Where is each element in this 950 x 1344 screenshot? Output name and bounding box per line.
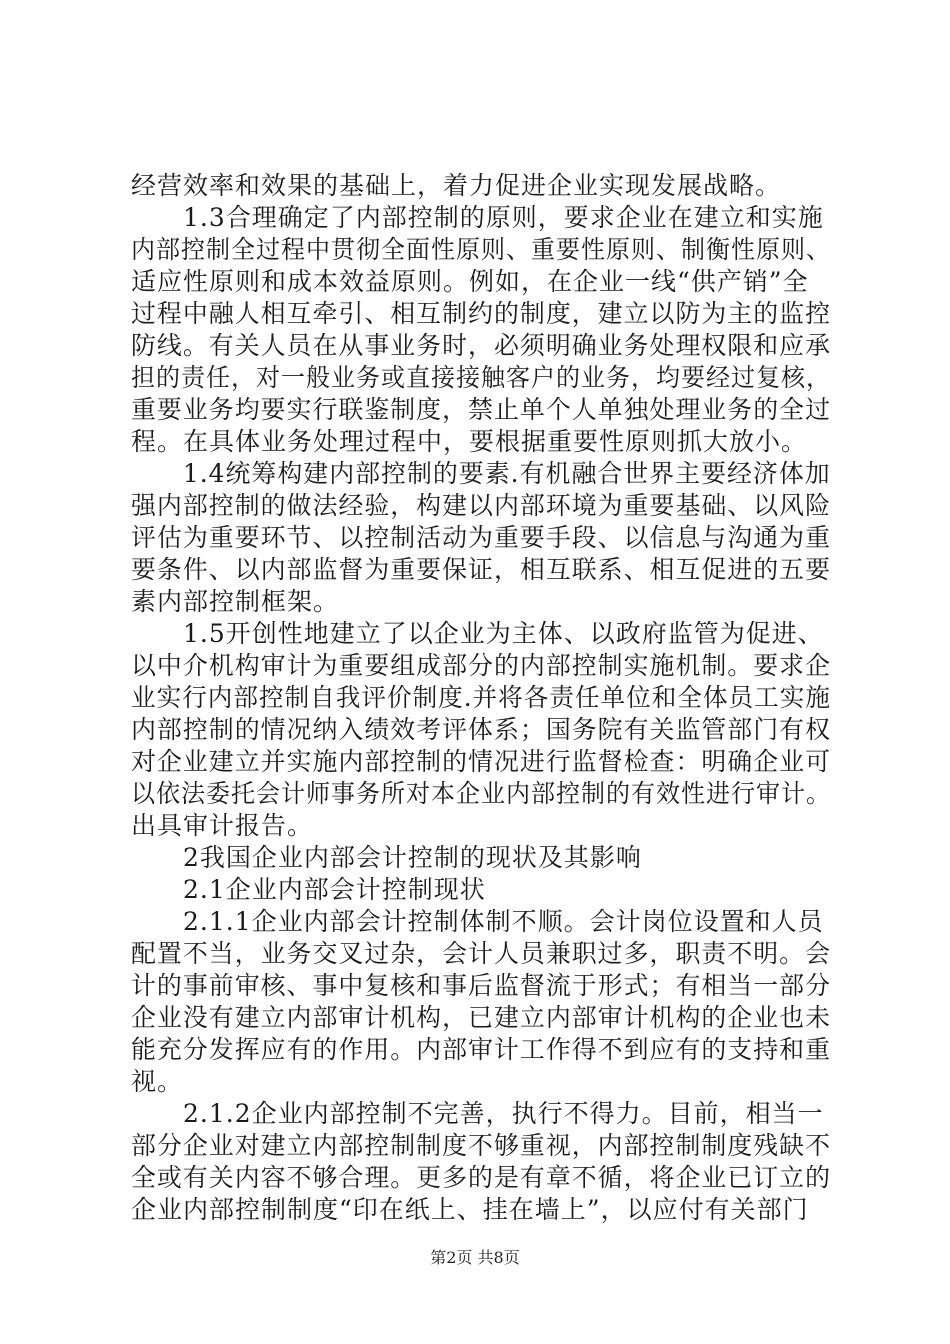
text-line: 1.5开创性地建立了以企业为主体、以政府监管为促进、 [131,619,824,648]
text-line: 内部控制全过程中贯彻全面性原则、重要性原则、制衡性原则、 [131,235,832,264]
text-line: 过程中融人相互牵引、相互制约的制度，建立以防为主的监控 [131,299,832,328]
text-line: 部分企业对建立内部控制制度不够重视，内部控制制度残缺不 [131,1131,832,1160]
body-text [131,170,831,1226]
text-line: 2.1.2企业内部控制不完善，执行不得力。目前，相当一 [131,1099,824,1128]
text-line: 对企业建立并实施内部控制的情况进行监督检查：明确企业可 [131,747,832,776]
text-line: 能充分发挥应有的作用。内部审计工作得不到应有的支持和重 [131,1035,832,1064]
text-line: 1.4统筹构建内部控制的要素.有机融合世界主要经济体加 [131,459,831,488]
text-line: 程。在具体业务处理过程中，要根据重要性原则抓大放小。 [131,427,808,456]
text-line: 重要业务均要实行联鉴制度，禁止单个人单独处理业务的全过 [131,395,832,424]
text-line: 素内部控制框架。 [131,587,340,616]
text-line: 视。 [131,1067,184,1096]
text-line: 2.1.1企业内部会计控制体制不顺。会计岗位设置和人员 [131,907,824,936]
text-line: 企业没有建立内部审计机构，已建立内部审计机构的企业也未 [131,1003,832,1032]
text-line: 担的责任，对一般业务或直接接触客户的业务，均要经过复核， [131,363,832,392]
text-line: 企业内部控制制度“印在纸上、挂在墙上”，以应付有关部门 [131,1195,809,1224]
text-line: 适应性原则和成本效益原则。例如，在企业一线“供产销”全 [131,267,809,296]
page-number-footer: 第2页 共8页 [430,1248,520,1267]
section-heading: 2我国企业内部会计控制的现状及其影响 [131,843,642,872]
text-line: 全或有关内容不够合理。更多的是有章不循，将企业已订立的 [131,1163,832,1192]
text-line: 计的事前审核、事中复核和事后监督流于形式；有相当一部分 [131,971,832,1000]
text-line: 以中介机构审计为重要组成部分的内部控制实施机制。要求企 [131,651,832,680]
text-line: 以依法委托会计师事务所对本企业内部控制的有效性进行审计。 [131,779,832,808]
text-line: 1.3合理确定了内部控制的原则，要求企业在建立和实施 [131,203,824,232]
text-line: 出具审计报告。 [131,811,314,840]
text-line: 评估为重要环节、以控制活动为重要手段、以信息与沟通为重 [131,523,832,552]
text-line: 配置不当，业务交叉过杂，会计人员兼职过多，职责不明。会 [131,939,832,968]
subsection-heading: 2.1企业内部会计控制现状 [131,875,486,904]
text-line: 防线。有关人员在从事业务时，必须明确业务处理权限和应承 [131,331,832,360]
text-line: 强内部控制的做法经验，构建以内部环境为重要基础、以风险 [131,491,832,520]
text-line: 经营效率和效果的基础上，着力促进企业实现发展战略。 [131,171,782,200]
text-line: 要条件、以内部监督为重要保证，相互联系、相互促进的五要 [131,555,832,584]
text-line: 业实行内部控制自我评价制度.并将各责任单位和全体员工实施 [131,683,831,712]
text-line: 内部控制的情况纳入绩效考评体系；国务院有关监管部门有权 [131,715,832,744]
